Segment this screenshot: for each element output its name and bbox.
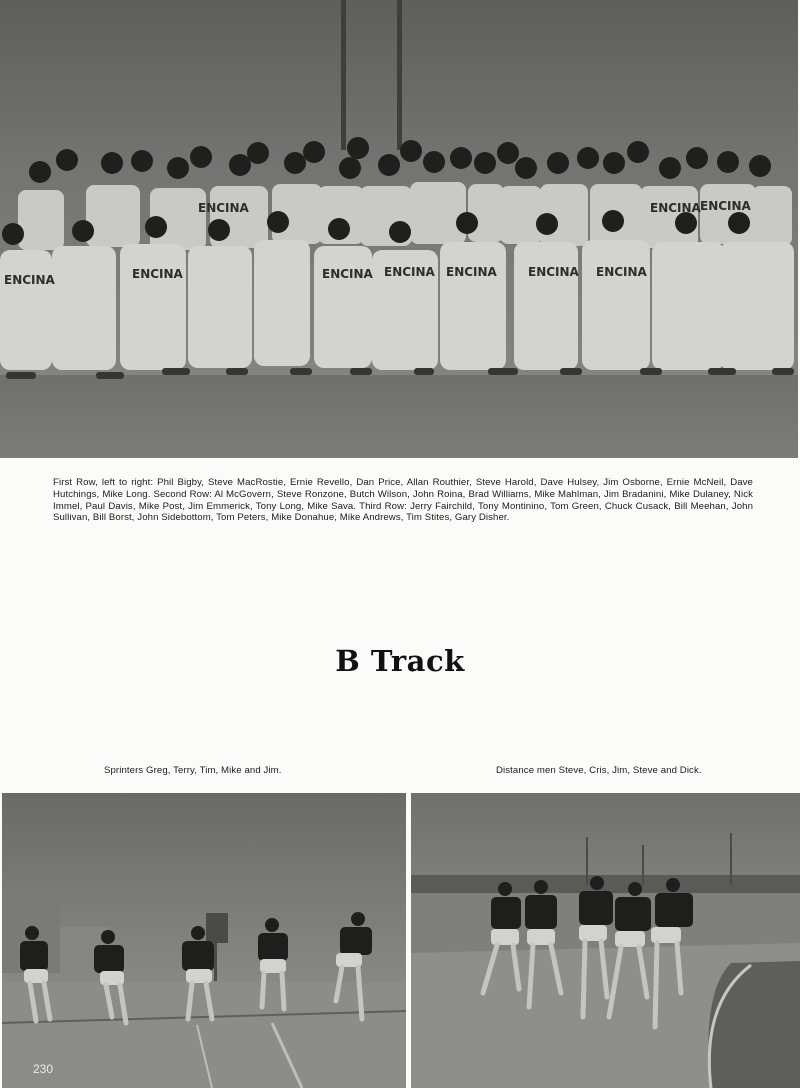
team-photo-caption: First Row, left to right: Phil Bigby, Steve MacRostie, Ernie Revello, Dan Price, Allan Routhier, Steve Harold, Dave Hulsey, Jim Osborne, Ernie McNeil, Dave Hutchings, Mike Long. Second Row: Al McGovern, Steve Ronzone, Butch Wilson, John Roina, Brad Williams, Mike Mahlman, Jim Bradanini, Mike Dulaney, Nick Immel, Paul Davis, Mike Post, Jim Emmerick, Tony Long, Mike Sava. Third Row: Jerry Fairchild, Tony Montinino, Tom Green, Chuck Cusack, Bill Meehan, John Sullivan, Bill Borst, John Sidebottom, Tom Peters, Mike Donahue, Mike Andrews, Tim Stites, Gary Disher. [53, 477, 753, 524]
distance-photo-image [411, 793, 800, 1088]
svg-text:ENCINA: ENCINA [700, 199, 751, 213]
svg-text:ENCINA: ENCINA [132, 267, 183, 281]
svg-text:ENCINA: ENCINA [384, 265, 435, 279]
section-title: B Track [335, 644, 465, 678]
svg-text:ENCINA: ENCINA [322, 267, 373, 281]
sprinters-caption: Sprinters Greg, Terry, Tim, Mike and Jim. [104, 765, 282, 776]
svg-text:ENCINA: ENCINA [528, 265, 579, 279]
svg-text:ENCINA: ENCINA [650, 201, 701, 215]
distance-caption: Distance men Steve, Cris, Jim, Steve and Dick. [496, 765, 702, 776]
sprinters-photo-image [2, 793, 406, 1088]
svg-text:ENCINA: ENCINA [198, 201, 249, 215]
sprinters-photo [2, 793, 406, 1088]
page-number: 230 [33, 1062, 54, 1076]
team-photo-image [0, 0, 798, 458]
distance-photo [411, 793, 800, 1088]
svg-text:ENCINA: ENCINA [596, 265, 647, 279]
svg-text:ENCINA: ENCINA [4, 273, 55, 287]
team-photo [0, 0, 798, 458]
svg-text:ENCINA: ENCINA [446, 265, 497, 279]
